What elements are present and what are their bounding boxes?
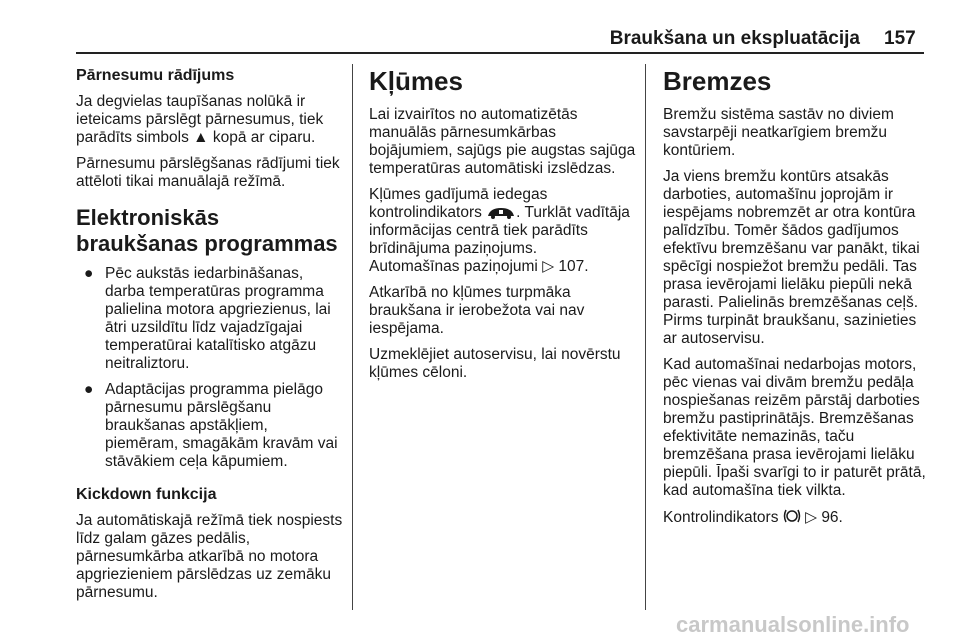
paragraph-brakes-3: Kad automašīnai nedarbojas motors, pēc vienas vai divām bremžu pedāļa nospiešanas reizēm pārstāj darboties bremžu pastiprinātājs. Bremzēšanas efektivitāte nemazinās, taču bremzēšana prasa ievērojami lielāku piepūli. Īpaši svarīgi to ir paturēt prātā, kad automašīna tiek vilkta. [663, 356, 926, 499]
heading-electronic-programs: Elektroniskās braukšanas programmas [76, 205, 338, 256]
paragraph-brakes-4: Kontrolindikators ▷ 96. [663, 509, 843, 526]
bullet-list [76, 265, 344, 471]
reference-arrow-icon: ▷ [542, 258, 555, 275]
heading-brakes: Bremzes [663, 66, 772, 96]
paragraph-faults-4: Uzmeklējiet autoservisu, lai novērstu kļūmes cēloni. [369, 346, 621, 381]
paragraph-brakes-1: Bremžu sistēma sastāv no diviem savstarpēji neatkarīgiem bremžu kontūriem. [663, 106, 894, 159]
paragraph-kickdown: Ja automātiskajā režīmā tiek nospiests līdz galam gāzes pedālis, pārnesumkārba atkarībā no motora apgriezieniem pārslēdzas uz zemāku pārnesumu. [76, 512, 343, 601]
column-1 [76, 66, 344, 610]
list-item: ● Pēc aukstās iedarbināšanas, darba temperatūras programma palielina motora apgriezienus, lai ātri uzsildītu līdz vajadzīgajai temperatūrai katalītisko atgāzu neitraliztoru. [84, 265, 331, 372]
list-item: ● Adaptācijas programma pielāgo pārnesumu pārslēgšanu braukšanas apstākļiem, piemēram, smagākām kravām vai stāvākiem ceļa kāpumiem. [84, 381, 338, 470]
shift-up-icon: ▲ [193, 129, 209, 146]
heading-kickdown: Kickdown funkcija [76, 486, 217, 503]
brake-warning-icon [783, 508, 801, 524]
column-2 [369, 66, 637, 390]
heading-gear-shift-indicator: Pārnesumu rādījums [76, 67, 235, 84]
header-rule [76, 52, 924, 54]
bullet-icon: ● [84, 381, 94, 398]
bullet-icon: ● [84, 265, 94, 282]
paragraph-faults-1: Lai izvairītos no automatizētās manuālās pārnesumkārbas bojājumiem, sajūgs pie augstas sajūga temperatūras automātiski izslēdzas. [369, 106, 636, 177]
page-reference: 107. [558, 258, 589, 275]
heading-faults: Kļūmes [369, 66, 463, 96]
paragraph-shift-2: Pārnesumu pārslēgšanas rādījumi tiek attēloti tikai manuālajā režīmā. [76, 155, 340, 190]
page-number: 157 [884, 28, 916, 49]
watermark: carmanualsonline.info [676, 612, 910, 637]
page-header-title: Braukšana un ekspluatācija [609, 28, 860, 49]
gearbox-fault-icon [486, 205, 516, 219]
paragraph-brakes-2: Ja viens bremžu kontūrs atsakās darboties, automašīnu joprojām ir iespējams nobremzēt ar otra kontūra palīdzību. Tomēr šādos gadījumos efektīvu bremzēšanu var panākt, tikai spēcīgi nospiežot bremžu pedāli. Tas prasa ievērojami lielāku piepūli nekā parasti. Palielinās bremzēšanas ceļš. Pirms turpināt braukšanu, sazinieties ar autoservisu. [663, 168, 920, 347]
column-divider-1 [352, 64, 353, 610]
column-divider-2 [645, 64, 646, 610]
paragraph-faults-2: Kļūmes gadījumā iedegas kontrolindikators . Turklāt vadītāja informācijas centrā tiek parādīts brīdinājuma paziņojums. Automašīnas paziņojumi ▷ 107. [369, 186, 630, 275]
reference-arrow-icon: ▷ [805, 509, 817, 526]
paragraph-shift-1: Ja degvielas taupīšanas nolūkā ir ieteicams pārslēgt pārnesumus, tiek parādīts simbols ▲ kopā ar ciparu. [76, 93, 324, 146]
paragraph-faults-3: Atkarībā no kļūmes turpmāka braukšana ir ierobežota vai nav iespējama. [369, 284, 585, 337]
page-reference: 96. [821, 509, 843, 526]
column-3 [663, 66, 927, 535]
